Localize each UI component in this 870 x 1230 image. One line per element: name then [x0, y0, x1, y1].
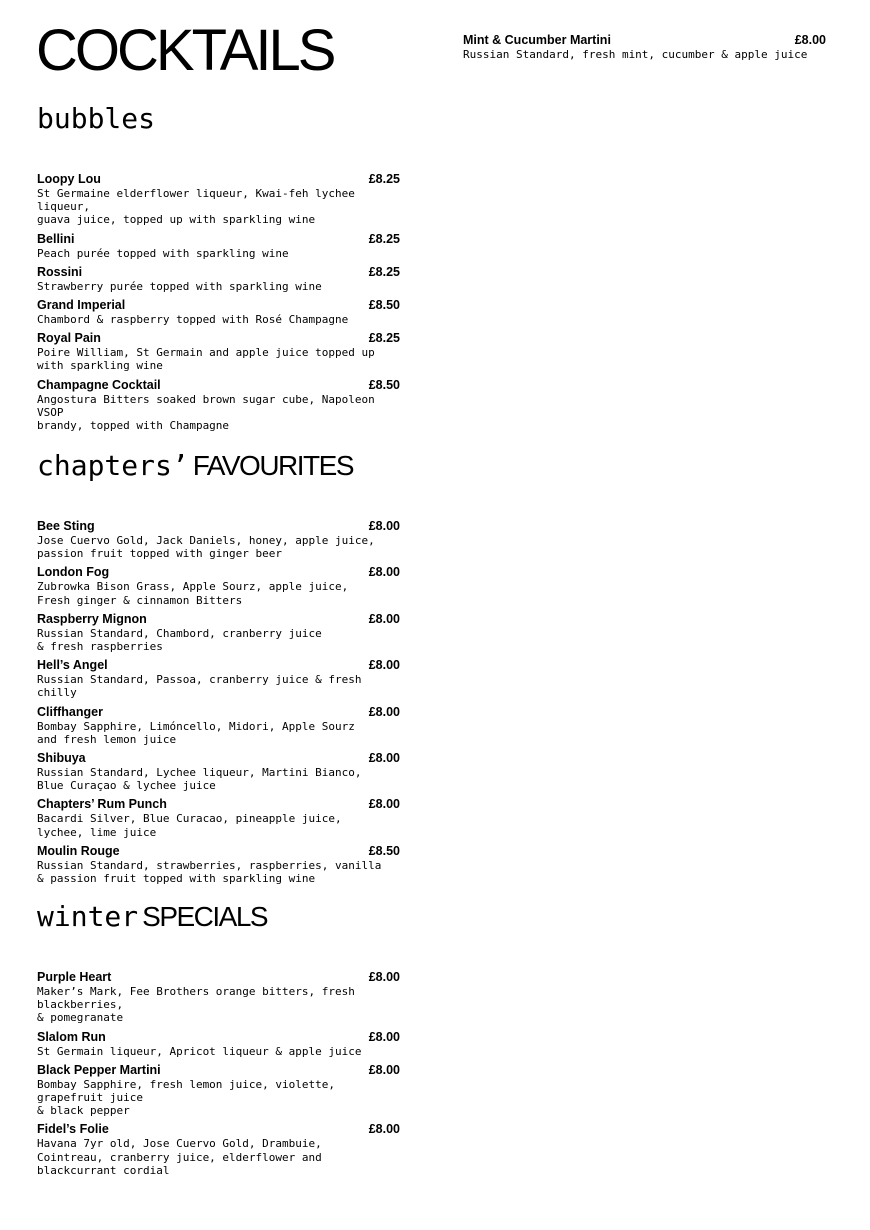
- item-price: £8.00: [368, 797, 400, 812]
- item-header: [37, 298, 400, 313]
- item-name: Black Pepper Martini: [37, 1062, 161, 1077]
- item-description: Russian Standard, Lychee liqueur, Martini Bianco, Blue Curaçao & lychee juice: [37, 766, 362, 793]
- item-price: £8.50: [368, 377, 400, 392]
- item-description: Angostura Bitters soaked brown sugar cube, Napoleon VSOP brandy, topped with Champagne: [37, 392, 375, 433]
- item-price: £8.00: [368, 611, 400, 626]
- item-header: [463, 33, 826, 48]
- menu-item: [37, 378, 405, 433]
- menu-item: [37, 751, 405, 792]
- item-name: London Fog: [37, 565, 110, 580]
- item-header: [37, 331, 400, 346]
- item-header: [37, 612, 400, 627]
- menu-item: [37, 232, 405, 260]
- item-name: Royal Pain: [37, 331, 101, 346]
- item-name: Slalom Run: [37, 1029, 106, 1044]
- menu-item: [37, 705, 405, 746]
- item-price: £8.25: [368, 172, 400, 186]
- item-description: Russian Standard, Passoa, cranberry juice & fresh chilly: [37, 673, 362, 700]
- section-heading: [37, 900, 405, 934]
- item-name: Loopy Lou: [37, 172, 101, 186]
- menu-item: [37, 1122, 405, 1177]
- menu-item: [37, 331, 405, 372]
- item-name: Cliffhanger: [37, 704, 103, 719]
- item-description: Havana 7yr old, Jose Cuervo Gold, Drambuie, Cointreau, cranberry juice, elderflower and blackcurrant cordial: [37, 1137, 322, 1177]
- item-name: Fidel’s Folie: [37, 1122, 109, 1137]
- menu-item: [37, 1063, 405, 1118]
- item-description: Chambord & raspberry topped with Rosé Champagne: [37, 313, 349, 327]
- menu-item: [37, 844, 405, 885]
- item-name: Bee Sting: [37, 519, 95, 533]
- item-price: £8.00: [368, 1062, 400, 1077]
- item-header: [37, 797, 400, 812]
- item-description: Russian Standard, strawberries, raspberries, vanilla & passion fruit topped with sparkling wine: [37, 858, 382, 886]
- section-heading: [37, 102, 405, 136]
- item-price: £8.00: [368, 704, 400, 719]
- item-header: [37, 519, 400, 534]
- item-name: Bellini: [37, 231, 75, 246]
- item-name: Grand Imperial: [37, 298, 126, 313]
- item-header: [37, 1122, 400, 1137]
- item-name: Purple Heart: [37, 970, 112, 984]
- item-price: £8.00: [368, 519, 400, 533]
- item-header: [37, 658, 400, 673]
- item-description: Strawberry purée topped with sparkling wine: [37, 279, 322, 293]
- item-header: [37, 1030, 400, 1045]
- item-price: £8.00: [368, 970, 400, 984]
- item-name: Hell’s Angel: [37, 658, 108, 673]
- item-name: Rossini: [37, 264, 83, 279]
- heading-sans-text: FAVOURITES: [192, 450, 354, 481]
- item-price: £8.00: [368, 1029, 400, 1044]
- menu-item: [37, 519, 405, 560]
- item-description: Peach purée topped with sparkling wine: [37, 246, 289, 260]
- item-description: Russian Standard, fresh mint, cucumber & apple juice: [463, 48, 808, 61]
- item-price: £8.00: [368, 751, 400, 766]
- item-header: [37, 970, 400, 985]
- menu-item: [37, 1030, 405, 1058]
- item-price: £8.00: [368, 565, 400, 580]
- item-price: £8.50: [368, 298, 400, 313]
- menu-item: [37, 797, 405, 838]
- item-description: Poire William, St Germain and apple juice topped up with sparkling wine: [37, 346, 375, 373]
- item-description: St Germain liqueur, Apricot liqueur & apple juice: [37, 1044, 362, 1058]
- item-price: £8.00: [368, 1122, 400, 1137]
- item-header: [37, 705, 400, 720]
- item-description: Bacardi Silver, Blue Curacao, pineapple juice, lychee, lime juice: [37, 812, 342, 839]
- item-price: £8.00: [794, 33, 826, 47]
- item-name: Shibuya: [37, 751, 86, 766]
- menu-item: [37, 970, 405, 1025]
- item-price: £8.00: [368, 658, 400, 673]
- heading-sans-text: SPECIALS: [142, 901, 268, 932]
- heading-mono-text: winter: [37, 900, 139, 933]
- heading-mono-text: chapters’: [37, 449, 189, 482]
- item-description: Russian Standard, Chambord, cranberry juice & fresh raspberries: [37, 626, 322, 654]
- menu-item: [37, 612, 405, 653]
- item-price: £8.25: [368, 331, 400, 346]
- item-description: Bombay Sapphire, Limóncello, Midori, Apple Sourz and fresh lemon juice: [37, 719, 355, 746]
- side-column: [463, 33, 843, 66]
- item-description: Zubrowka Bison Grass, Apple Sourz, apple juice, Fresh ginger & cinnamon Bitters: [37, 580, 349, 607]
- item-name: Mint & Cucumber Martini: [463, 33, 611, 47]
- menu-item: [37, 172, 405, 227]
- menu-item: [463, 33, 843, 61]
- item-name: Champagne Cocktail: [37, 377, 161, 392]
- item-description: St Germaine elderflower liqueur, Kwai-feh lychee liqueur, guava juice, topped up with sparkling wine: [37, 187, 355, 227]
- heading-mono-text: bubbles: [37, 102, 156, 135]
- item-header: [37, 378, 400, 393]
- menu-item: [37, 298, 405, 326]
- item-description: Bombay Sapphire, fresh lemon juice, violette, grapefruit juice & black pepper: [37, 1077, 336, 1118]
- item-header: [37, 265, 400, 280]
- section-heading: [37, 449, 405, 483]
- item-header: [37, 172, 400, 187]
- item-header: [37, 1063, 400, 1078]
- section-favourites: [37, 449, 405, 890]
- item-description: Jose Cuervo Gold, Jack Daniels, honey, apple juice, passion fruit topped with ginger beer: [37, 534, 375, 561]
- item-header: [37, 751, 400, 766]
- section-bubbles: [37, 102, 405, 437]
- page-title: COCKTAILS: [36, 18, 334, 83]
- item-header: [37, 844, 400, 859]
- item-name: Chapters’ Rum Punch: [37, 797, 167, 812]
- menu-item: [37, 265, 405, 293]
- section-winter-specials: [37, 900, 405, 1182]
- item-description: Maker’s Mark, Fee Brothers orange bitters, fresh blackberries, & pomegranate: [37, 985, 355, 1025]
- item-price: £8.50: [368, 843, 400, 858]
- item-name: Moulin Rouge: [37, 843, 120, 858]
- menu-item: [37, 658, 405, 699]
- item-header: [37, 565, 400, 580]
- item-header: [37, 232, 400, 247]
- item-price: £8.25: [368, 231, 400, 246]
- item-name: Raspberry Mignon: [37, 611, 147, 626]
- menu-item: [37, 565, 405, 606]
- item-price: £8.25: [368, 264, 400, 279]
